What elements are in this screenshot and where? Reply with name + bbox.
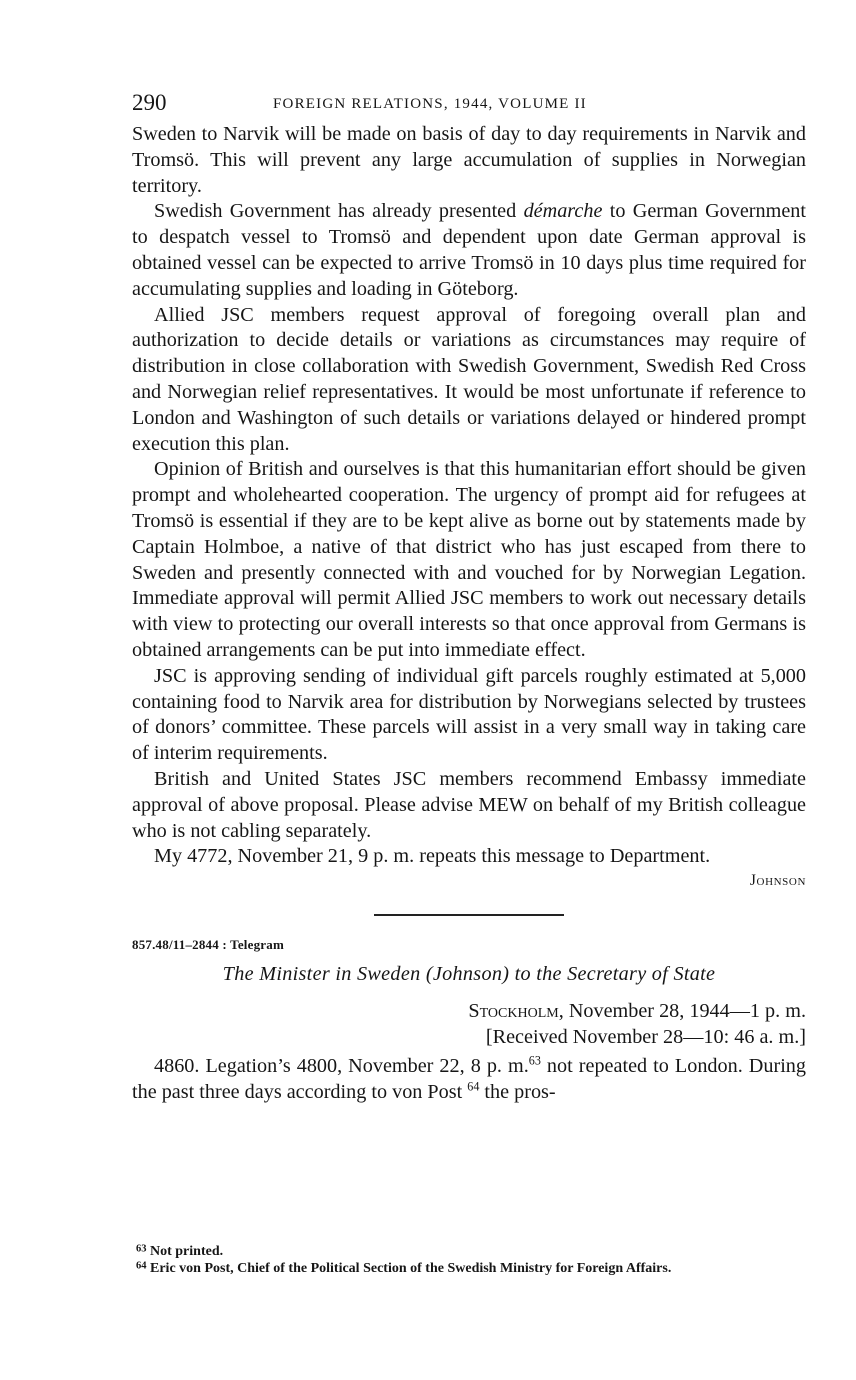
- footnotes: [132, 1243, 806, 1277]
- dateline-date: , November 28, 1944—1 p. m.: [558, 1000, 806, 1023]
- paragraph-3: Allied JSC members request approval of foregoing overall plan and authorization to decide details or variations as circumstances may require of distribution in close collaboration with Swedish Government, Swedish Red Cross and Norwegian relief representatives. It would be most unfortunate if reference to London and Washington of such details or variations delayed or hindered prompt execution this plan.: [132, 303, 806, 455]
- footnote-63: [132, 1243, 806, 1260]
- footnote-63-text: Not printed.: [150, 1244, 224, 1259]
- dateline-place: Stockholm: [468, 1000, 559, 1023]
- telegram-4860-paragraph: [132, 1054, 806, 1106]
- file-reference: 857.48/11–2844 : Telegram: [132, 937, 284, 953]
- received-line: [Received November 28—10: 46 a. m.]: [485, 1026, 806, 1049]
- telegram-4860-body: [132, 1054, 806, 1106]
- document-heading: The Minister in Sweden (Johnson) to the Secretary of State: [222, 963, 716, 986]
- paragraph-2-start: Swedish Government has already presented: [154, 200, 524, 223]
- body-part-c: the pros-: [479, 1080, 556, 1103]
- sent-line: [132, 998, 806, 1024]
- footnote-mark-63: 63: [136, 1243, 147, 1255]
- running-title: FOREIGN RELATIONS, 1944, VOLUME II: [273, 96, 587, 112]
- paragraph-2: [132, 199, 806, 302]
- page-number: 290: [132, 90, 167, 115]
- paragraph-4: Opinion of British and ourselves is that this humanitarian effort should be given prompt and wholehearted cooperation. The urgency of prompt aid for refugees at Tromsö is essential if they are to be kept alive as borne out by statements made by Captain Holmboe, a native of that district who has just escaped from there to Sweden and presently connected with and vouched for by Norwegian Legation. Immediate approval will permit Allied JSC members to work out necessary details with view to protecting our overall interests so that once approval from Germans is obtained arrangements can be put into immediate effect.: [132, 458, 806, 661]
- footnote-64: [132, 1260, 806, 1277]
- paragraph-7: My 4772, November 21, 9 p. m. repeats this message to Department.: [154, 845, 711, 868]
- document-page: [132, 88, 806, 1106]
- signature: Johnson: [749, 872, 806, 890]
- footnote-ref-64[interactable]: 64: [467, 1079, 480, 1094]
- demarche-italic: démarche: [523, 200, 603, 223]
- running-head: [132, 88, 806, 122]
- section-divider: [374, 914, 564, 916]
- body-part-b: not repeated to London. During the past three days according to von Post: [132, 1055, 806, 1103]
- paragraph-5: JSC is approving sending of individual gift parcels roughly estimated at 5,000 containing food to Narvik area for distribution by Norwegians selected by trustees of donors’ committee. These parcels will assist in a very small way in taking care of interim requirements.: [132, 664, 806, 765]
- paragraph-1: Sweden to Narvik will be made on basis of day to day requirements in Narvik and Tromsö. This will prevent any large accumulation of supplies in Norwegian territory.: [132, 123, 806, 197]
- paragraph-6: British and United States JSC members recommend Embassy immediate approval of above proposal. Please advise MEW on behalf of my British colleague who is not cabling separately.: [132, 767, 806, 842]
- footnote-mark-64: 64: [136, 1260, 147, 1272]
- dateline: [132, 998, 806, 1050]
- telegram-body: [132, 122, 806, 870]
- footnote-64-text: Eric von Post, Chief of the Political Section of the Swedish Ministry for Foreign Affairs.: [150, 1261, 672, 1276]
- paragraph-2-end: to German Government to despatch vessel to Tromsö and dependent upon date German approval is obtained vessel can be expected to arrive Tromsö in 10 days plus time required for accumulating supplies and loading in Göteborg.: [132, 200, 806, 300]
- body-part-a: 4860. Legation’s 4800, November 22, 8 p. m.: [154, 1055, 529, 1078]
- footnote-ref-63[interactable]: 63: [528, 1053, 541, 1068]
